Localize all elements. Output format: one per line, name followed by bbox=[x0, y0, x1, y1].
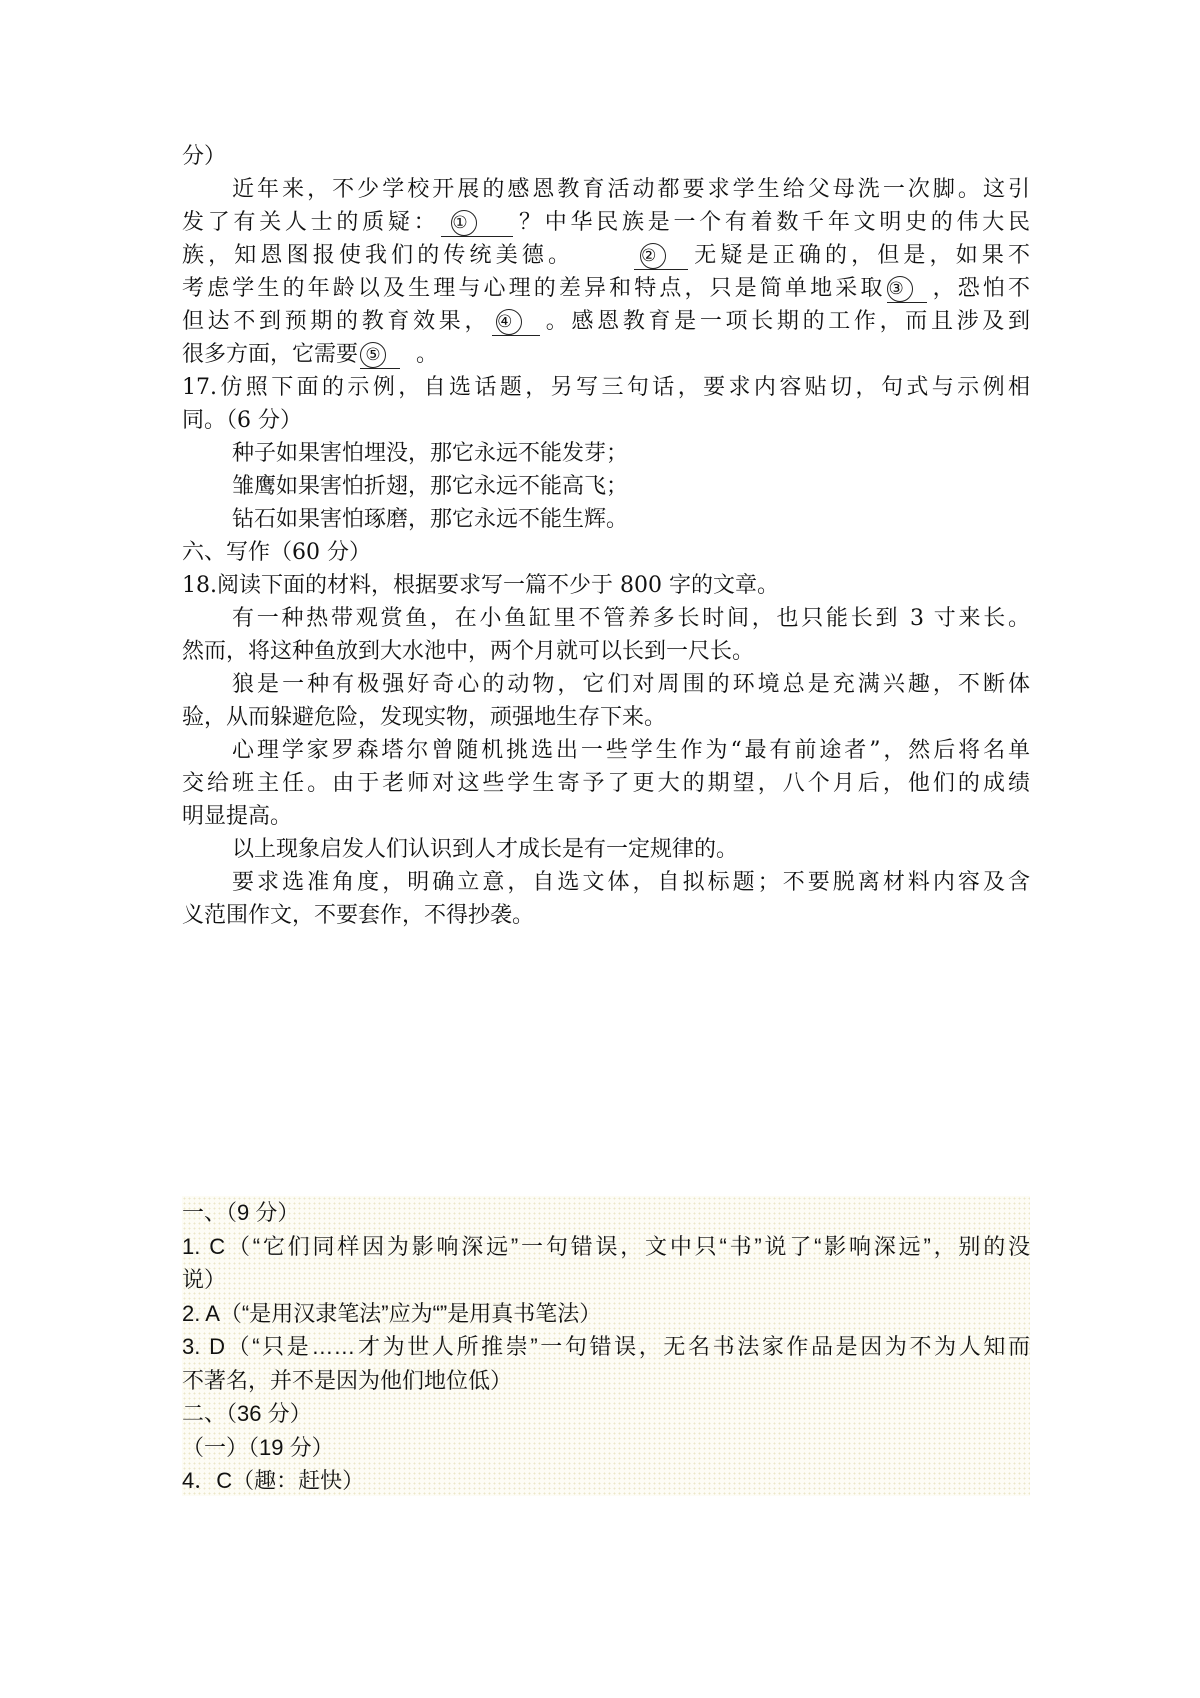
material-text: 然而，将这种鱼放到大水池中，两个月就可以长到一尺长。 bbox=[182, 639, 755, 664]
text-line: 近年来，不少学校开展的感恩教育活动都要求学生给父母洗一次脚。这引 bbox=[232, 177, 1030, 202]
text-line: 族，知恩图报使我们的传统美德。 ② 无疑是正确的，但是，如果不 bbox=[182, 243, 1030, 268]
requirement-text: 义范围作文，不要套作，不得抄袭。 bbox=[182, 903, 535, 928]
circled-number: ① bbox=[451, 210, 477, 236]
answer-heading: 二、（36 分） bbox=[182, 1401, 312, 1426]
text-line: 发了有关人士的质疑： ① ？中华民族是一个有着数千年文明史的伟大民 bbox=[182, 210, 1030, 235]
question-18: 18.阅读下面的材料，根据要求写一篇不少于 800 字的文章。 bbox=[182, 573, 779, 598]
material-text: 明显提高。 bbox=[182, 804, 293, 829]
blank-1 bbox=[441, 210, 513, 237]
answer-line: 1. C（“它们同样因为影响深远”一句错误，文中只“书”说了“影响深远”，别的没 bbox=[182, 1233, 1030, 1259]
material-text: 验，从而躲避危险，发现实物，顽强地生存下来。 bbox=[182, 705, 667, 730]
answer-key-box bbox=[182, 1196, 1030, 1496]
blank-3 bbox=[887, 276, 927, 303]
question-17: 17.仿照下面的示例，自选话题，另写三句话，要求内容贴切，句式与示例相 bbox=[182, 375, 1030, 400]
answer-heading: （一）（19 分） bbox=[182, 1434, 334, 1460]
answer-line: 3. D（“只是……才为世人所推崇”一句错误，无名书法家作品是因为不为人知而 bbox=[182, 1334, 1030, 1359]
material-text: 心理学家罗森塔尔曾随机挑选出一些学生作为“最有前途者”，然后将名单 bbox=[232, 738, 1030, 763]
answer-heading: 一、（9 分） bbox=[182, 1200, 300, 1225]
material-text: 有一种热带观赏鱼，在小鱼缸里不管养多长时间，也只能长到 3 寸来长。 bbox=[232, 606, 1030, 631]
text-line: 但达不到预期的教育效果， ④ 。感恩教育是一项长期的工作，而且涉及到 bbox=[182, 309, 1030, 334]
blank-2 bbox=[634, 243, 688, 270]
answer-line: 说） bbox=[182, 1267, 227, 1292]
text-line: 很多方面，它需要 ⑤ 。 bbox=[182, 342, 439, 367]
example-sentence: 种子如果害怕埋没，那它永远不能发芽； bbox=[232, 441, 629, 466]
material-text: 狼是一种有极强好奇心的动物，它们对周围的环境总是充满兴趣，不断体 bbox=[232, 672, 1030, 697]
circled-number: ④ bbox=[496, 309, 522, 335]
text-line: 同。（6 分） bbox=[182, 408, 302, 433]
text-line: 分） bbox=[182, 144, 227, 169]
text-line: 考虑学生的年龄以及生理与心理的差异和特点，只是简单地采取 ③ ，恐怕不 bbox=[182, 276, 1030, 301]
answer-line: 2. A（“是用汉隶笔法”应为“”是用真书笔法） bbox=[182, 1300, 602, 1326]
material-text: 以上现象启发人们认识到人才成长是有一定规律的。 bbox=[232, 837, 739, 862]
answer-line: 不著名，并不是因为他们地位低） bbox=[182, 1367, 513, 1393]
material-text: 交给班主任。由于老师对这些学生寄予了更大的期望，八个月后，他们的成绩 bbox=[182, 771, 1030, 796]
circled-number: ⑤ bbox=[360, 342, 386, 368]
answer-line: 4．C（趣：赶快） bbox=[182, 1468, 365, 1493]
blank-4 bbox=[492, 309, 540, 336]
circled-number: ② bbox=[640, 243, 666, 269]
blank-5 bbox=[360, 342, 400, 369]
example-sentence: 雏鹰如果害怕折翅，那它永远不能高飞； bbox=[232, 474, 629, 499]
example-sentence: 钻石如果害怕琢磨，那它永远不能生辉。 bbox=[232, 507, 629, 532]
exam-page-text bbox=[182, 140, 1030, 932]
section-heading: 六、写作（60 分） bbox=[182, 540, 371, 565]
circled-number: ③ bbox=[887, 276, 913, 302]
requirement-text: 要求选准角度，明确立意，自选文体，自拟标题；不要脱离材料内容及含 bbox=[232, 870, 1030, 895]
